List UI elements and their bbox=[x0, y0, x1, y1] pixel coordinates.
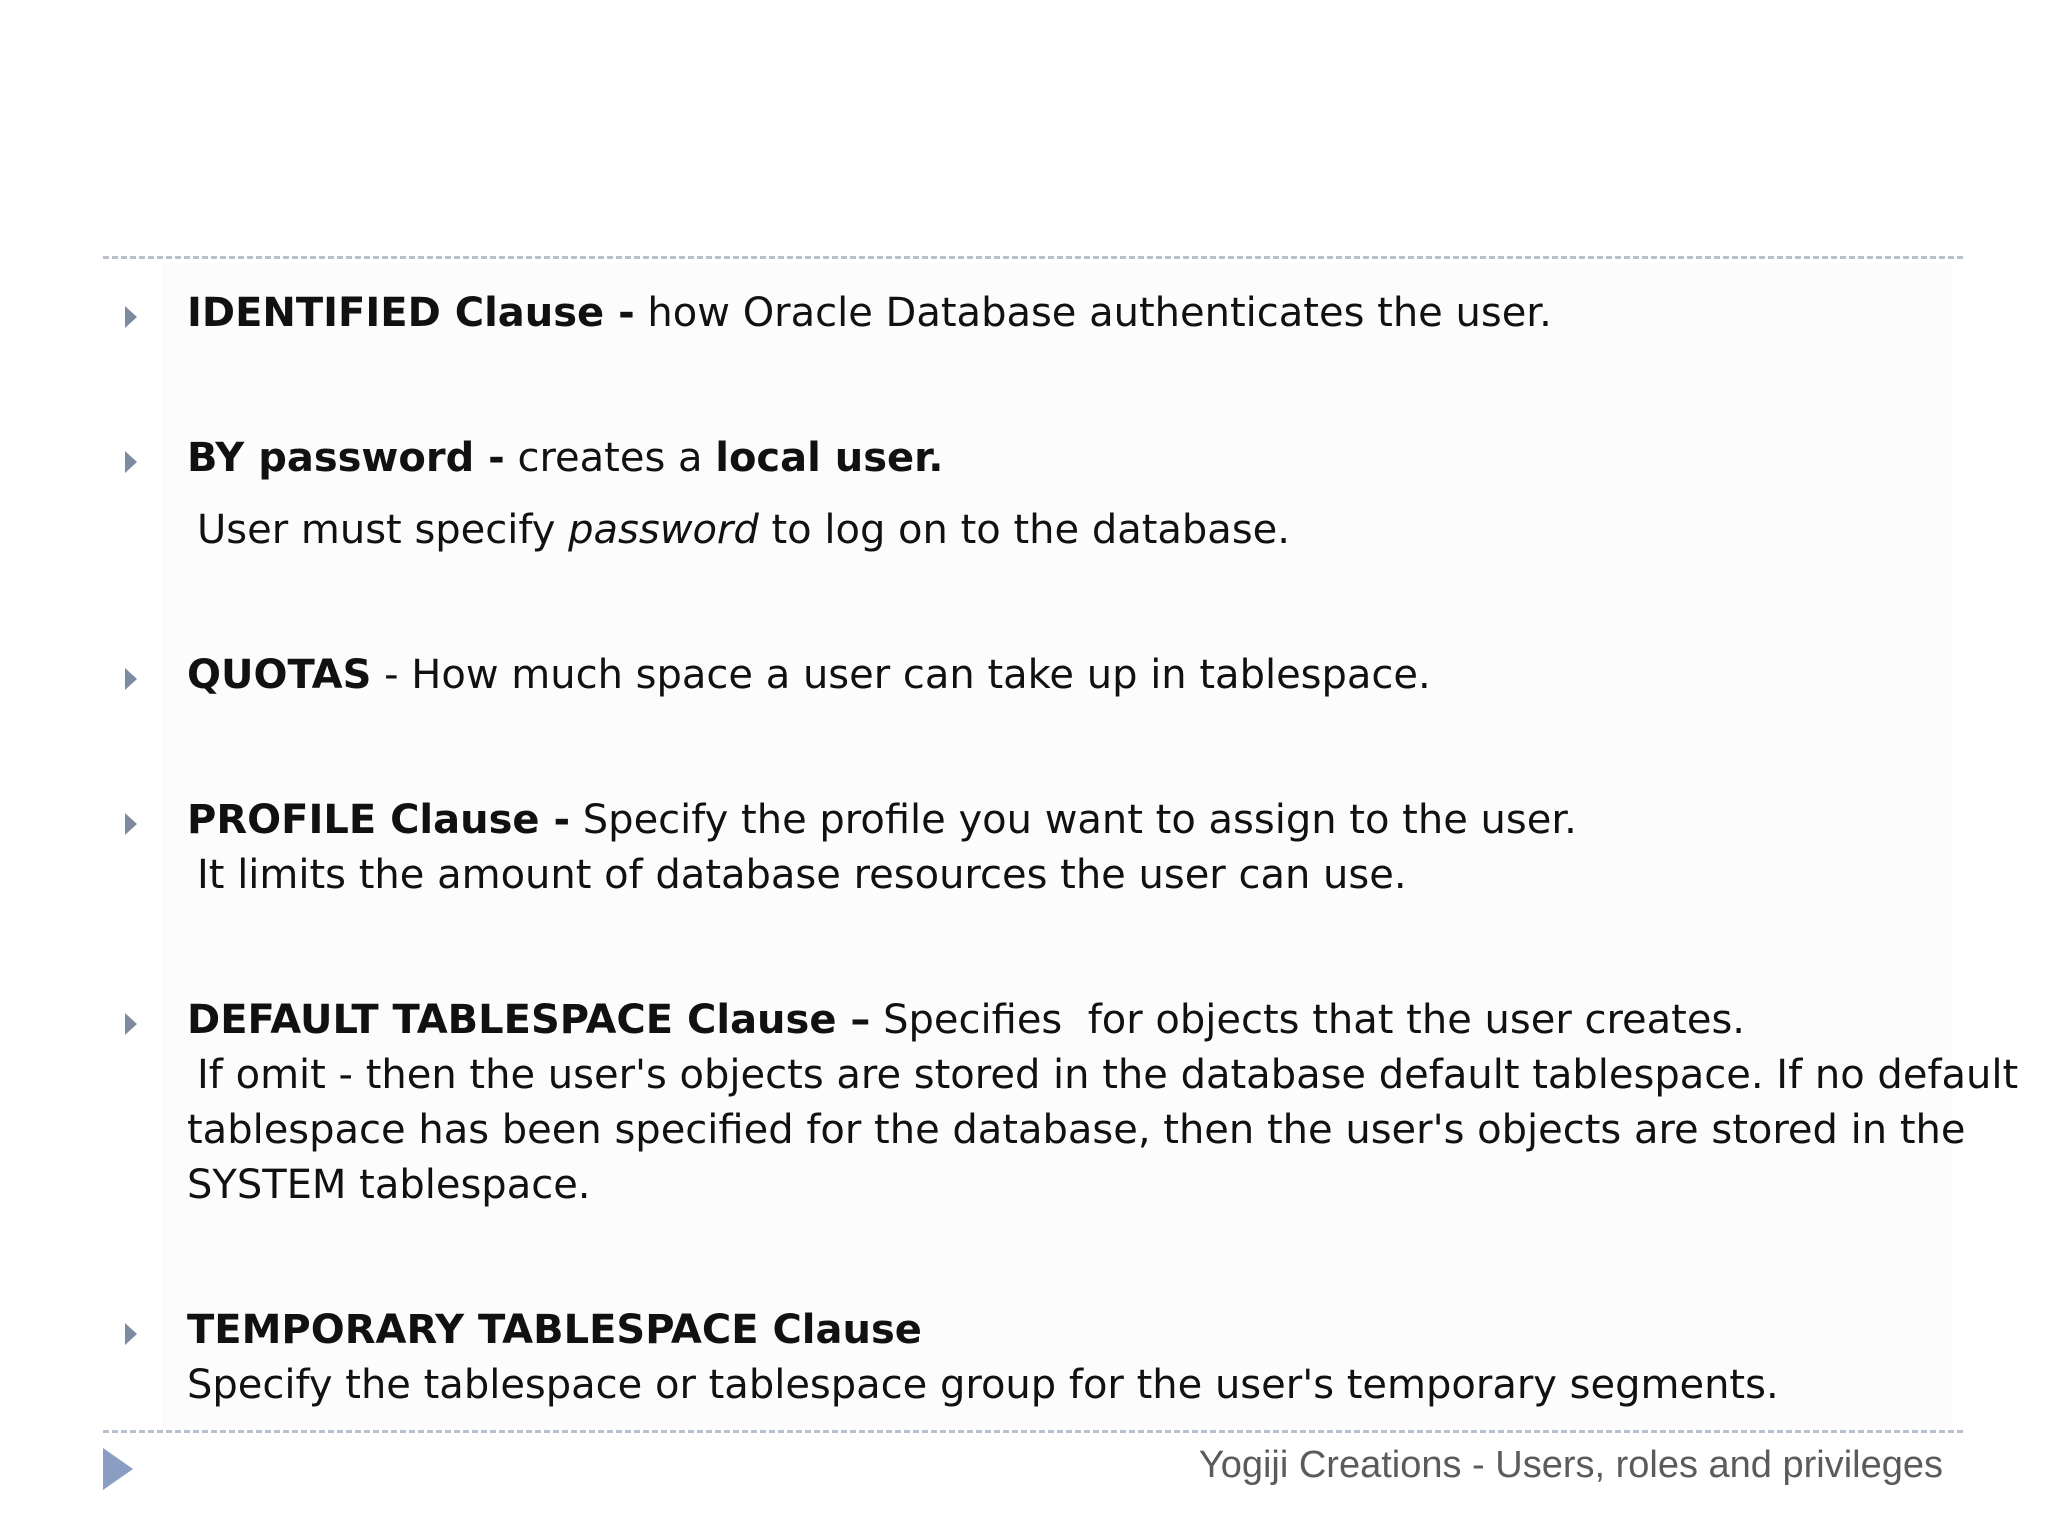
bullet-text bbox=[187, 648, 1957, 703]
description-text: SYSTEM tablespace. bbox=[187, 1162, 591, 1208]
clause-description: creates a bbox=[504, 435, 716, 481]
text-line bbox=[187, 1048, 2019, 1103]
description-text: tablespace has been specified for the database, then the user's objects are stored in the bbox=[187, 1107, 1966, 1153]
description-text: User must specify bbox=[197, 507, 569, 553]
text-line bbox=[187, 848, 1957, 903]
top-divider bbox=[103, 256, 1963, 259]
footer-text: Yogiji Creations - Users, roles and privileges bbox=[1198, 1444, 1943, 1486]
clause-name: BY password - bbox=[187, 435, 505, 481]
description-text: Specify the tablespace or tablespace group for the user's temporary segments. bbox=[187, 1362, 1779, 1408]
bullet-text bbox=[187, 993, 2019, 1213]
triangle-right-icon bbox=[103, 1448, 133, 1490]
bullet-text bbox=[187, 1303, 1957, 1413]
text-line bbox=[187, 993, 1957, 1048]
clause-description: - How much space a user can take up in tablespace. bbox=[371, 652, 1431, 698]
description-text: It limits the amount of database resources the user can use. bbox=[197, 852, 1407, 898]
italic-term: password bbox=[568, 507, 759, 553]
bullet-arrow-icon bbox=[125, 813, 137, 835]
bottom-divider bbox=[103, 1430, 1963, 1433]
text-line bbox=[187, 1358, 1957, 1413]
bullet-arrow-icon bbox=[125, 668, 137, 690]
text-line bbox=[187, 503, 1957, 558]
bullet-arrow-icon bbox=[125, 1323, 137, 1345]
bullet-arrow-icon bbox=[125, 451, 137, 473]
emphasis-text: local user. bbox=[715, 435, 944, 481]
text-line bbox=[187, 1303, 1957, 1358]
bullet-text bbox=[187, 286, 1957, 341]
text-line bbox=[187, 648, 1957, 703]
bullet-text bbox=[187, 431, 1957, 558]
clause-name: PROFILE Clause - bbox=[187, 797, 571, 843]
clause-name: DEFAULT TABLESPACE Clause – bbox=[187, 997, 871, 1043]
description-text: If omit - then the user's objects are stored in the database default tablespace. If no default bbox=[197, 1052, 2019, 1098]
bullet-arrow-icon bbox=[125, 1013, 137, 1035]
bullet-arrow-icon bbox=[125, 306, 137, 328]
clause-name: QUOTAS bbox=[187, 652, 372, 698]
clause-name: TEMPORARY TABLESPACE Clause bbox=[187, 1307, 922, 1353]
clause-description: Specify the profile you want to assign to the user. bbox=[570, 797, 1577, 843]
description-text: to log on to the database. bbox=[758, 507, 1290, 553]
text-line bbox=[187, 793, 1957, 848]
clause-description: how Oracle Database authenticates the user. bbox=[634, 290, 1552, 336]
clause-description: Specifies for objects that the user creates. bbox=[870, 997, 1746, 1043]
text-line bbox=[187, 431, 1957, 486]
clause-name: IDENTIFIED Clause - bbox=[187, 290, 635, 336]
text-line bbox=[187, 1103, 1966, 1158]
bullet-text bbox=[187, 793, 1957, 903]
text-line bbox=[187, 1158, 1957, 1213]
text-line bbox=[187, 286, 1957, 341]
